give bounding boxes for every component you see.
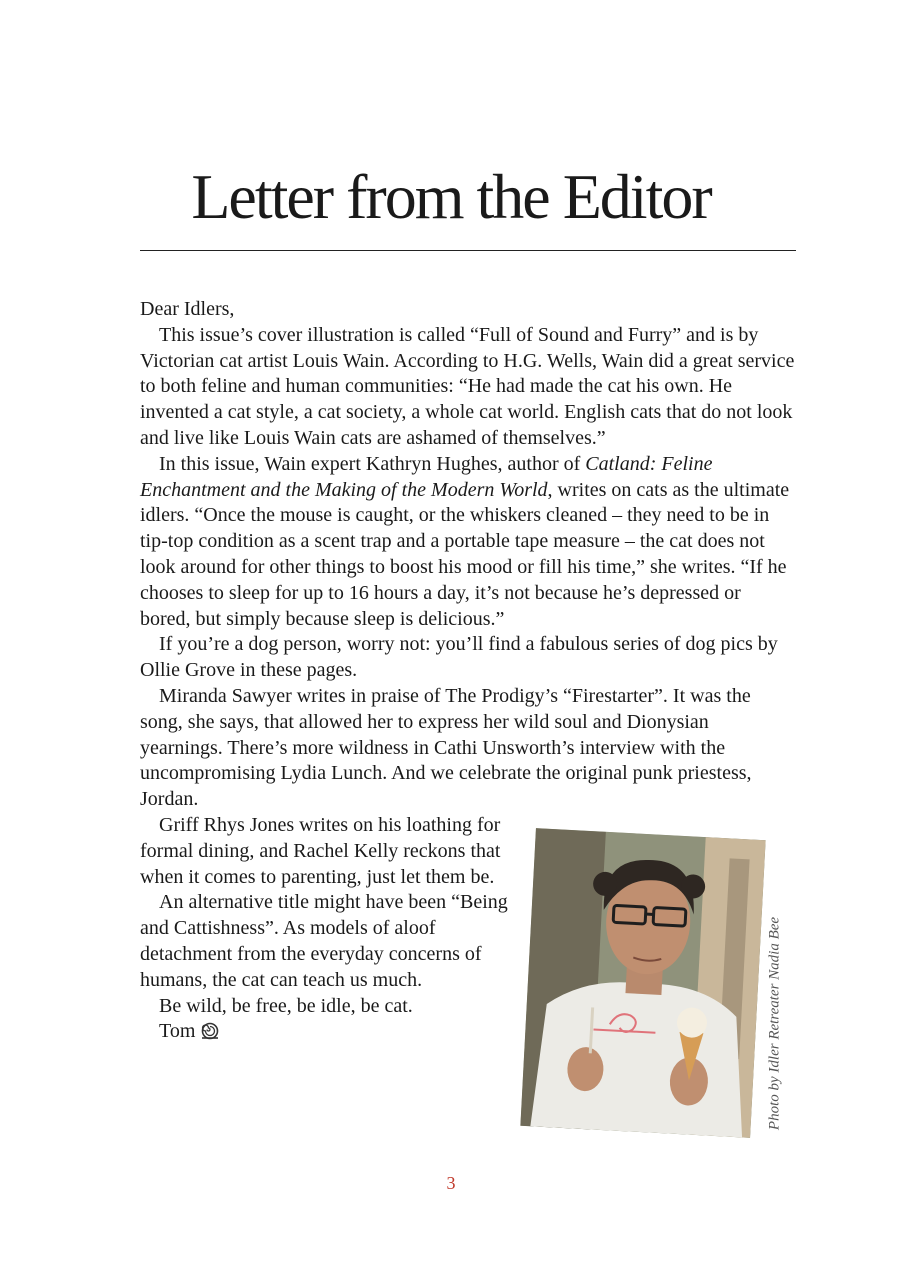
snail-icon <box>200 1022 220 1040</box>
paragraph-dining: Griff Rhys Jones writes on his loathing for formal dining, and Rachel Kelly reckons that when it comes to parenting, just let them be. <box>140 813 501 888</box>
paragraph-cattishness: An alternative title might have been “Being and Cattishness”. As models of aloof detachment from the everyday concerns of humans, the cat can teach us much. <box>140 891 508 991</box>
book-title: Catland: Feline Enchantment and the Making of the Modern World <box>140 452 713 501</box>
editor-photo-illustration <box>520 828 765 1138</box>
photo-credit: Photo by Idler Retreater Nadia Bee <box>766 916 783 1131</box>
paragraph-firestarter: Miranda Sawyer writes in praise of The Prodigy’s “Firestarter”. It was the song, she says, that allowed her to express her wild soul and Dionysian yearnings. There’s more wildness in Cathi Unsworth’s interview with the uncompromising Lydia Lunch. And we celebrate the original punk priestess, Jordan. <box>140 684 752 811</box>
page-title: Letter from the Editor <box>191 161 711 232</box>
paragraph-catland <box>140 452 796 633</box>
editor-photo <box>520 828 765 1138</box>
paragraph-be-wild: Be wild, be free, be idle, be cat. <box>159 994 413 1017</box>
signoff-name: Tom <box>159 1020 196 1043</box>
title-rule <box>140 250 796 251</box>
paragraph-dogs: If you’re a dog person, worry not: you’ll find a fabulous series of dog pics by Ollie Grove in these pages. <box>140 633 778 682</box>
paragraph-catland-rest: , writes on cats as the ultimate idlers. “Once the mouse is caught, or the whiskers cleaned – they need to be in tip-top condition as a scent trap and a portable tape measure – the cat does not look around for other things to boost his mood or fill his time,” she writes. “If he chooses to sleep for up to 16 hours a day, it’s not because he’s depressed or bored, but simply because sleep is delicious.” <box>140 478 790 630</box>
salutation: Dear Idlers, <box>140 298 235 320</box>
signoff <box>140 1019 528 1045</box>
paragraph-catland-lead: In this issue, Wain expert Kathryn Hughes, author of <box>159 452 586 475</box>
page-number: 3 <box>446 1173 456 1193</box>
paragraph-cover: This issue’s cover illustration is called “Full of Sound and Furry” and is by Victorian cat artist Louis Wain. According to H.G. Wells, Wain did a great service to both feline and human communities: “He had made the cat his own. He invented a cat style, a cat society, a whole cat world. English cats that do not look and live like Louis Wain cats are ashamed of themselves.” <box>140 323 795 449</box>
